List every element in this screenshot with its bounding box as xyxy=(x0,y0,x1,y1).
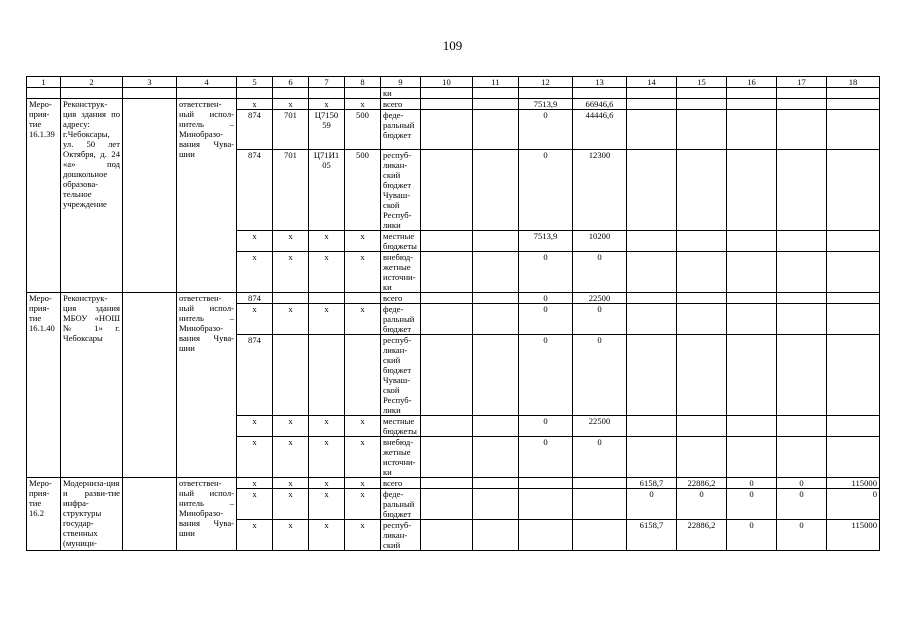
value-cell: 0 xyxy=(677,489,727,520)
value-cell xyxy=(627,252,677,293)
value-cell xyxy=(677,150,727,231)
value-cell xyxy=(519,478,573,489)
code-cell-section: x xyxy=(273,416,309,437)
code-cell-target: x xyxy=(309,304,345,335)
code-cell-section xyxy=(273,293,309,304)
value-cell: 0 xyxy=(573,335,627,416)
code-cell-grbs: 874 xyxy=(237,150,273,231)
code-cell-section xyxy=(273,335,309,416)
source-cell: феде-ральный бюджет xyxy=(381,489,421,520)
value-cell: 115000 xyxy=(827,520,880,551)
source-cell: всего xyxy=(381,293,421,304)
code-cell-section: x xyxy=(273,478,309,489)
value-cell xyxy=(627,304,677,335)
source-cell: внебюд-жетные источни-ки xyxy=(381,437,421,478)
value-cell xyxy=(573,489,627,520)
value-cell xyxy=(421,489,473,520)
code-cell-type: x xyxy=(345,304,381,335)
value-cell xyxy=(627,437,677,478)
value-cell xyxy=(627,110,677,150)
col-header: 11 xyxy=(473,77,519,88)
code-cell-grbs: x xyxy=(237,520,273,551)
value-cell: 22886,2 xyxy=(677,478,727,489)
value-cell: 0 xyxy=(519,416,573,437)
value-cell xyxy=(727,416,777,437)
value-cell xyxy=(677,293,727,304)
value-cell: 0 xyxy=(777,489,827,520)
value-cell xyxy=(777,99,827,110)
value-cell xyxy=(777,110,827,150)
code-cell-target: x xyxy=(309,416,345,437)
value-cell xyxy=(473,416,519,437)
code-cell-type: x xyxy=(345,252,381,293)
code-cell-target: Ц71И1 05 xyxy=(309,150,345,231)
col-header: 15 xyxy=(677,77,727,88)
code-cell-type: x xyxy=(345,478,381,489)
value-cell xyxy=(473,110,519,150)
measure-name: Реконструк-ция здания по адресу: г.Чебоксары, ул. 50 лет Октября, д. 24 «а» под дошкольное образова-тельное учреждение xyxy=(61,99,123,293)
executor-cell: ответствен-ный испол-нитель – Минобразо-вания Чува-шии xyxy=(177,293,237,478)
col-header: 17 xyxy=(777,77,827,88)
value-cell xyxy=(677,416,727,437)
value-cell: 44446,6 xyxy=(573,110,627,150)
code-cell-target: x xyxy=(309,489,345,520)
table-row xyxy=(27,99,880,110)
value-cell xyxy=(677,99,727,110)
source-cell: всего xyxy=(381,478,421,489)
value-cell: 0 xyxy=(727,478,777,489)
value-cell xyxy=(827,293,880,304)
value-cell xyxy=(827,252,880,293)
value-cell xyxy=(473,304,519,335)
value-cell xyxy=(421,437,473,478)
value-cell xyxy=(727,150,777,231)
measure-name: Модерниза-ция и разви-тие инфра-структуры государ-ственных (муници- xyxy=(61,478,123,551)
code-cell-section: 701 xyxy=(273,150,309,231)
value-cell xyxy=(627,293,677,304)
col-header: 16 xyxy=(727,77,777,88)
code-cell-type: x xyxy=(345,520,381,551)
table-row xyxy=(27,478,880,489)
value-cell xyxy=(827,335,880,416)
value-cell xyxy=(473,478,519,489)
value-cell xyxy=(473,150,519,231)
empty-cell xyxy=(123,478,177,551)
code-cell-target: Ц7150 59 xyxy=(309,110,345,150)
value-cell: 10200 xyxy=(573,231,627,252)
budget-table xyxy=(26,76,880,551)
value-cell: 0 xyxy=(519,304,573,335)
code-cell-type: 500 xyxy=(345,110,381,150)
code-cell-grbs: 874 xyxy=(237,335,273,416)
value-cell xyxy=(421,150,473,231)
source-cell: респуб-ликан-ский бюджет Чуваш-ской Респуб-лики xyxy=(381,335,421,416)
col-header: 10 xyxy=(421,77,473,88)
code-cell-section: x xyxy=(273,231,309,252)
source-cell: местные бюджеты xyxy=(381,416,421,437)
source-cell: респуб-ликан-ский xyxy=(381,520,421,551)
code-cell-grbs: x xyxy=(237,478,273,489)
value-cell xyxy=(421,335,473,416)
code-cell-section: x xyxy=(273,99,309,110)
code-cell-type: 500 xyxy=(345,150,381,231)
source-cell: всего xyxy=(381,99,421,110)
value-cell xyxy=(473,231,519,252)
code-cell-target xyxy=(309,335,345,416)
value-cell xyxy=(473,99,519,110)
value-cell xyxy=(421,110,473,150)
value-cell: 0 xyxy=(573,304,627,335)
value-cell xyxy=(827,416,880,437)
value-cell xyxy=(727,335,777,416)
value-cell xyxy=(777,231,827,252)
code-cell-grbs: x xyxy=(237,416,273,437)
code-cell-target: x xyxy=(309,437,345,478)
value-cell xyxy=(777,293,827,304)
col-header: 18 xyxy=(827,77,880,88)
code-cell-type: x xyxy=(345,416,381,437)
value-cell xyxy=(421,231,473,252)
measure-id: Меро-прия-тие 16.1.39 xyxy=(27,99,61,293)
value-cell: 0 xyxy=(777,520,827,551)
code-cell-section: x xyxy=(273,437,309,478)
code-cell-type: x xyxy=(345,489,381,520)
value-cell xyxy=(421,416,473,437)
col-header: 4 xyxy=(177,77,237,88)
value-cell xyxy=(677,304,727,335)
value-cell xyxy=(627,416,677,437)
value-cell xyxy=(421,252,473,293)
value-cell xyxy=(573,478,627,489)
value-cell xyxy=(827,437,880,478)
source-cell: внебюд-жетные источни-ки xyxy=(381,252,421,293)
value-cell xyxy=(727,293,777,304)
value-cell xyxy=(727,110,777,150)
value-cell: 0 xyxy=(519,437,573,478)
code-cell-section: 701 xyxy=(273,110,309,150)
value-cell xyxy=(421,293,473,304)
value-cell xyxy=(827,110,880,150)
value-cell xyxy=(777,150,827,231)
measure-name: Реконструк-ция здания МБОУ «НОШ № 1» г. Чебоксары xyxy=(61,293,123,478)
source-cell: респуб-ликан-ский бюджет Чуваш-ской Респуб-лики xyxy=(381,150,421,231)
code-cell-target: x xyxy=(309,99,345,110)
value-cell: 0 xyxy=(827,489,880,520)
value-cell xyxy=(421,304,473,335)
value-cell xyxy=(473,252,519,293)
value-cell: 0 xyxy=(519,150,573,231)
value-cell: 0 xyxy=(573,252,627,293)
code-cell-grbs: x xyxy=(237,99,273,110)
code-cell-type: x xyxy=(345,99,381,110)
source-cell: феде-ральный бюджет xyxy=(381,110,421,150)
value-cell: 7513,9 xyxy=(519,99,573,110)
value-cell xyxy=(473,335,519,416)
value-cell: 0 xyxy=(727,489,777,520)
source-cell: феде-ральный бюджет xyxy=(381,304,421,335)
col-header: 5 xyxy=(237,77,273,88)
executor-cell: ответствен-ный испол-нитель – Минобразо-вания Чува-шии xyxy=(177,99,237,293)
col-header: 13 xyxy=(573,77,627,88)
measure-16-1-39 xyxy=(27,99,880,293)
table-row xyxy=(27,293,880,304)
value-cell xyxy=(627,150,677,231)
code-cell-target: x xyxy=(309,231,345,252)
measure-id: Меро-прия-тие 16.1.40 xyxy=(27,293,61,478)
value-cell: 0 xyxy=(777,478,827,489)
value-cell xyxy=(727,231,777,252)
col-header: 7 xyxy=(309,77,345,88)
value-cell xyxy=(777,416,827,437)
value-cell: 6158,7 xyxy=(627,478,677,489)
col-header: 6 xyxy=(273,77,309,88)
executor-cell: ответствен-ный испол-нитель – Минобразо-вания Чува-шии xyxy=(177,478,237,551)
measure-16-1-40 xyxy=(27,293,880,478)
value-cell: 0 xyxy=(573,437,627,478)
col-header: 1 xyxy=(27,77,61,88)
value-cell xyxy=(473,520,519,551)
value-cell: 12300 xyxy=(573,150,627,231)
value-cell xyxy=(777,335,827,416)
col-header: 8 xyxy=(345,77,381,88)
code-cell-grbs: x xyxy=(237,437,273,478)
value-cell: 7513,9 xyxy=(519,231,573,252)
value-cell: 66946,6 xyxy=(573,99,627,110)
code-cell-type: x xyxy=(345,231,381,252)
code-cell-section: x xyxy=(273,252,309,293)
value-cell xyxy=(777,252,827,293)
value-cell xyxy=(727,304,777,335)
code-cell-section: x xyxy=(273,304,309,335)
page-number: 109 xyxy=(442,38,463,53)
value-cell: 0 xyxy=(627,489,677,520)
value-cell xyxy=(677,335,727,416)
value-cell xyxy=(519,489,573,520)
value-cell xyxy=(677,252,727,293)
code-cell-section: x xyxy=(273,489,309,520)
code-cell-grbs: 874 xyxy=(237,110,273,150)
code-cell-type: x xyxy=(345,437,381,478)
value-cell xyxy=(677,110,727,150)
value-cell xyxy=(421,520,473,551)
value-cell: 0 xyxy=(519,252,573,293)
code-cell-grbs: x xyxy=(237,231,273,252)
code-cell-grbs: x xyxy=(237,489,273,520)
value-cell xyxy=(727,437,777,478)
continuation-row xyxy=(27,88,880,99)
column-number-row xyxy=(27,77,880,88)
value-cell xyxy=(777,437,827,478)
value-cell xyxy=(677,231,727,252)
col-header: 12 xyxy=(519,77,573,88)
value-cell: 0 xyxy=(519,293,573,304)
value-cell: 0 xyxy=(519,110,573,150)
code-cell-section: x xyxy=(273,520,309,551)
source-cell: местные бюджеты xyxy=(381,231,421,252)
code-cell-target: x xyxy=(309,520,345,551)
code-cell-target: x xyxy=(309,478,345,489)
value-cell: 0 xyxy=(519,335,573,416)
value-cell xyxy=(827,304,880,335)
value-cell: 6158,7 xyxy=(627,520,677,551)
value-cell xyxy=(827,150,880,231)
value-cell xyxy=(727,99,777,110)
code-cell-target: x xyxy=(309,252,345,293)
code-cell-grbs: x xyxy=(237,304,273,335)
col-header: 14 xyxy=(627,77,677,88)
code-cell-type xyxy=(345,293,381,304)
empty-cell xyxy=(123,293,177,478)
value-cell xyxy=(573,520,627,551)
value-cell: 0 xyxy=(727,520,777,551)
value-cell: 22500 xyxy=(573,293,627,304)
empty-cell xyxy=(123,99,177,293)
code-cell-target xyxy=(309,293,345,304)
code-cell-type xyxy=(345,335,381,416)
col-header: 9 xyxy=(381,77,421,88)
value-cell: 115000 xyxy=(827,478,880,489)
value-cell xyxy=(473,293,519,304)
col-header: 3 xyxy=(123,77,177,88)
value-cell xyxy=(777,304,827,335)
value-cell xyxy=(519,520,573,551)
value-cell xyxy=(473,437,519,478)
value-cell: 22886,2 xyxy=(677,520,727,551)
value-cell xyxy=(827,231,880,252)
value-cell xyxy=(421,99,473,110)
value-cell xyxy=(627,231,677,252)
measure-16-2 xyxy=(27,478,880,551)
col-header: 2 xyxy=(61,77,123,88)
value-cell xyxy=(677,437,727,478)
source-cell: ки xyxy=(381,88,421,99)
value-cell xyxy=(627,335,677,416)
value-cell xyxy=(473,489,519,520)
value-cell xyxy=(627,99,677,110)
value-cell xyxy=(727,252,777,293)
value-cell: 22500 xyxy=(573,416,627,437)
value-cell xyxy=(421,478,473,489)
value-cell xyxy=(827,99,880,110)
code-cell-grbs: 874 xyxy=(237,293,273,304)
measure-id: Меро-прия-тие 16.2 xyxy=(27,478,61,551)
code-cell-grbs: x xyxy=(237,252,273,293)
